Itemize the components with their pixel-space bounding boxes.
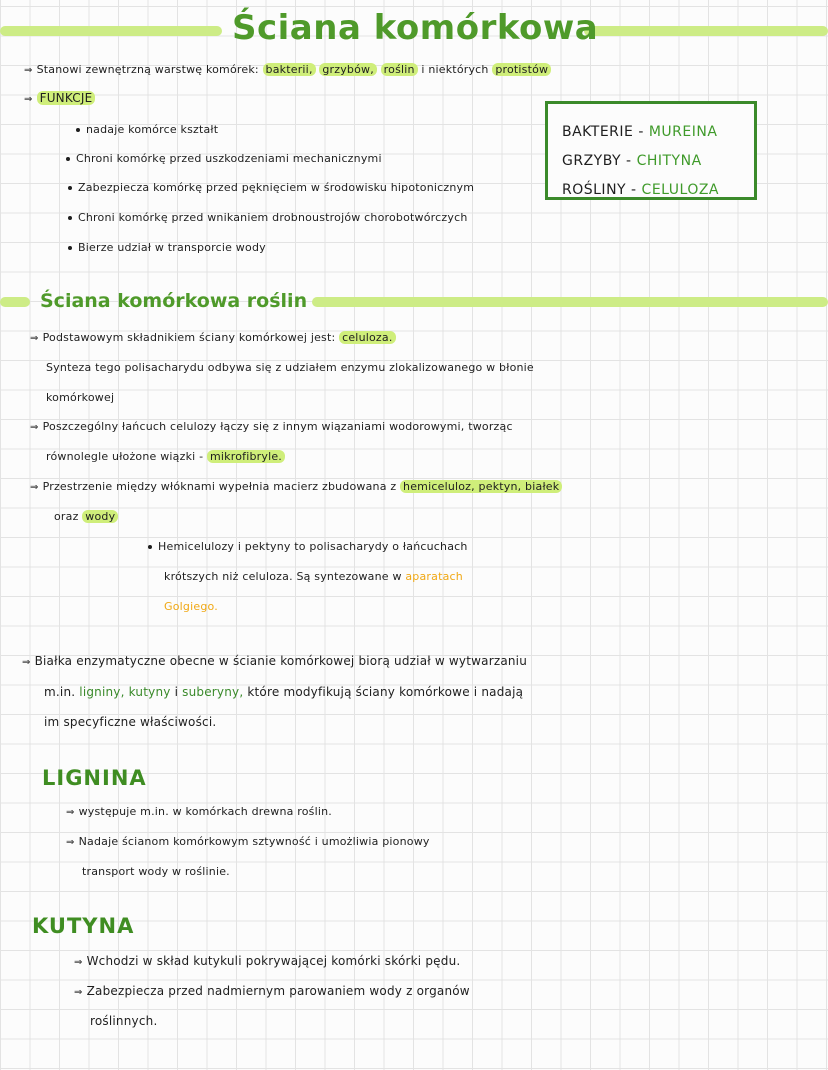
funkcje-item-text: Zabezpiecza komórkę przed pęknięciem w środowisku hipotonicznym (78, 181, 475, 194)
plants-p1-line2: Synteza tego polisacharydu odbywa się z udziałem enzymu zlokalizowanego w błonie (46, 361, 534, 374)
kutyna-line1 (74, 954, 460, 968)
p3-line2-text: oraz (54, 510, 79, 523)
bullet-icon (68, 216, 72, 220)
lignina-heading: LIGNINA (42, 766, 147, 790)
box-value: CELULOZA (641, 182, 720, 198)
lignina-text: występuje m.in. w komórkach drewna roślin. (78, 805, 332, 818)
funkcje-item (68, 181, 474, 194)
box-key: ROŚLINY (562, 182, 627, 198)
box-row: GRZYBY - CHITYNA (562, 153, 702, 169)
sub-line2-text: krótszych niż celuloza. Są syntezowane w (164, 570, 402, 583)
box-row: ROŚLINY - CELULOZA (562, 182, 720, 198)
enzymes-i: i (174, 685, 179, 699)
p1-text: Podstawowym składnikiem ściany komórkowej jest: (42, 331, 336, 344)
funkcje-item (76, 123, 218, 136)
plants-sub-line1 (148, 540, 468, 553)
title-bar-left (0, 26, 222, 36)
arrow-icon: ⇒ (24, 94, 33, 105)
plants-p3-line2 (54, 510, 118, 523)
kutyna-text: Zabezpiecza przed nadmiernym parowaniem wody z organów (86, 984, 470, 998)
plants-p2 (30, 420, 513, 433)
funkcje-heading (24, 91, 95, 105)
funkcje-label: FUNKCJE (37, 91, 96, 105)
hl-roslin: roślin (381, 63, 418, 76)
plants-sub-line3: Golgiego. (164, 600, 218, 613)
arrow-icon: ⇒ (66, 837, 75, 848)
sub-text: Hemicelulozy i pektyny to polisacharydy o łańcuchach (158, 540, 468, 553)
bullet-icon (76, 128, 80, 132)
lignina-line3: transport wody w roślinie. (82, 865, 230, 878)
hl-celuloza: celuloza. (339, 331, 395, 344)
p2-text: Poszczególny łańcuch celulozy łączy się z innym wiązaniami wodorowymi, tworząc (42, 420, 513, 433)
green-kutyny: kutyny (128, 685, 171, 699)
box-key: GRZYBY (562, 153, 622, 169)
page-title: Ściana komórkowa (232, 8, 599, 48)
intro-text: Stanowi zewnętrzną warstwę komórek: (36, 63, 259, 76)
plants-p3 (30, 480, 562, 493)
hl-mikrofibryle: mikrofibryle. (207, 450, 285, 463)
green-suberyny: suberyny, (182, 685, 244, 699)
funkcje-item-text: nadaje komórce kształt (86, 123, 219, 136)
lignina-line2 (66, 835, 430, 848)
bullet-icon (148, 545, 152, 549)
arrow-icon: ⇒ (30, 482, 39, 493)
hl-macierz: hemiceluloz, pektyn, białek (400, 480, 562, 493)
bullet-icon (66, 157, 70, 161)
box-key: BAKTERIE (562, 124, 634, 140)
enzymes-line1 (22, 654, 527, 668)
lignina-line1 (66, 805, 332, 818)
funkcje-item (68, 241, 266, 254)
arrow-icon: ⇒ (30, 333, 39, 344)
bullet-icon (68, 186, 72, 190)
green-ligniny: ligniny, (79, 685, 125, 699)
kutyna-line2 (74, 984, 470, 998)
arrow-icon: ⇒ (22, 657, 31, 668)
intro-line (24, 63, 551, 76)
hl-protistow: protistów (492, 63, 551, 76)
arrow-icon: ⇒ (30, 422, 39, 433)
hl-wody: wody (82, 510, 118, 523)
section-bar-left (0, 297, 30, 307)
funkcje-item-text: Chroni komórkę przed uszkodzeniami mechanicznymi (76, 152, 382, 165)
kutyna-text: Wchodzi w skład kutykuli pokrywającej komórki skórki pędu. (86, 954, 461, 968)
arrow-icon: ⇒ (74, 987, 83, 998)
lignina-text: Nadaje ścianom komórkowym sztywność i umożliwia pionowy (78, 835, 430, 848)
box-row: BAKTERIE - MUREINA (562, 124, 718, 140)
intro-middle: i niektórych (421, 63, 489, 76)
enzymes-text: Białka enzymatyczne obecne w ścianie komórkowej biorą udział w wytwarzaniu (34, 654, 528, 668)
funkcje-item-text: Bierze udział w transporcie wody (78, 241, 266, 254)
box-value: CHITYNA (636, 153, 702, 169)
composition-box (545, 101, 757, 200)
hl-bakterii: bakterii, (263, 63, 316, 76)
arrow-icon: ⇒ (74, 957, 83, 968)
arrow-icon: ⇒ (66, 807, 75, 818)
plants-sub-line2 (164, 570, 463, 583)
p2-line2-text: równolegle ułożone wiązki - (46, 450, 204, 463)
enzymes-prefix: m.in. (44, 685, 76, 699)
kutyna-heading: KUTYNA (32, 914, 135, 938)
funkcje-item (66, 152, 382, 165)
bullet-icon (68, 246, 72, 250)
enzymes-line3: im specyficzne właściwości. (44, 715, 217, 729)
enzymes-suffix: które modyfikują ściany komórkowe i nadają (247, 685, 524, 699)
org-aparatach: aparatach (405, 570, 463, 583)
plants-p1 (30, 331, 396, 344)
arrow-icon: ⇒ (24, 65, 33, 76)
hl-grzybow: grzybów, (319, 63, 377, 76)
section-title: Ściana komórkowa roślin (40, 290, 308, 312)
enzymes-line2 (44, 685, 523, 699)
funkcje-item-text: Chroni komórkę przed wnikaniem drobnoustrojów chorobotwórczych (78, 211, 468, 224)
funkcje-item (68, 211, 468, 224)
section-bar-right (312, 297, 828, 307)
title-bar-right (584, 26, 828, 36)
kutyna-line3: roślinnych. (90, 1014, 158, 1028)
plants-p1-line3: komórkowej (46, 391, 115, 404)
box-value: MUREINA (648, 124, 718, 140)
plants-p2-line2 (46, 450, 285, 463)
p3-text: Przestrzenie między włóknami wypełnia macierz zbudowana z (42, 480, 397, 493)
